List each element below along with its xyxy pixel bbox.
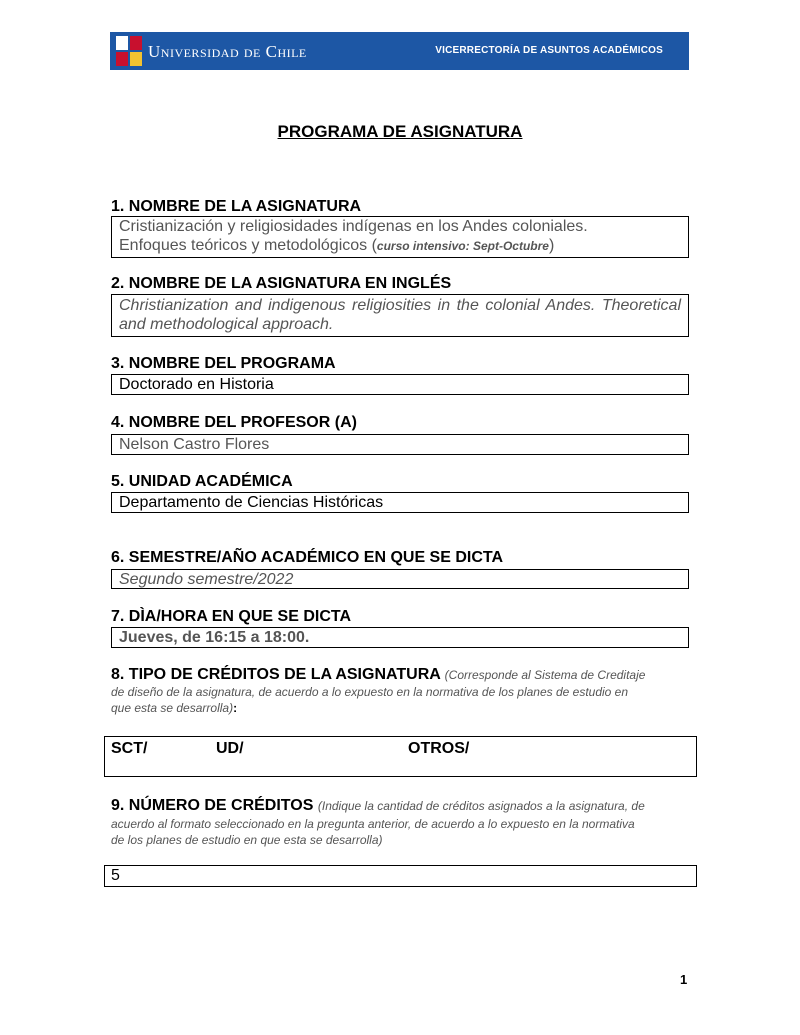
option-sct[interactable]: SCT/ (111, 740, 148, 757)
section-3-value: Doctorado en Historia (111, 374, 689, 395)
section-2-value: Christianization and indigenous religiosities in the colonial Andes. Theoretical and methodological approach. (111, 294, 689, 337)
section-7-title: 7. DÌA/HORA EN QUE SE DICTA (111, 608, 352, 625)
section-1-title: 1. NOMBRE DE LA ASIGNATURA (111, 198, 362, 215)
section-8-note-continued: de diseño de la asignatura, de acuerdo a lo expuesto en la normativa de los planes de estudio en que esta se desarrolla): (111, 685, 629, 715)
option-otros[interactable]: OTROS/ (408, 740, 470, 757)
section-1-line1: Cristianización y religiosidades indígenas en los Andes coloniales. (119, 218, 588, 235)
option-ud[interactable]: UD/ (216, 740, 244, 757)
section-6-title: 6. SEMESTRE/AÑO ACADÉMICO EN QUE SE DICTA (111, 549, 504, 566)
university-name: Universidad de Chile (148, 42, 307, 61)
section-9-value: 5 (104, 865, 697, 887)
section-2-title: 2. NOMBRE DE LA ASIGNATURA EN INGLÉS (111, 275, 452, 292)
section-9-title: 9. NÚMERO DE CRÉDITOS (Indique la cantidad de créditos asignados a la asignatura, de (111, 797, 645, 814)
header-banner (110, 32, 689, 70)
university-crest-icon (116, 36, 142, 66)
section-1-line2: Enfoques teóricos y metodológicos (curso intensivo: Sept-Octubre) (119, 237, 555, 254)
section-7-value: Jueves, de 16:15 a 18:00. (111, 627, 689, 648)
section-5-title: 5. UNIDAD ACADÉMICA (111, 473, 293, 490)
section-6-value: Segundo semestre/2022 (111, 569, 689, 589)
section-3-title: 3. NOMBRE DEL PROGRAMA (111, 355, 336, 372)
section-9-note: (Indique la cantidad de créditos asignados a la asignatura, de (317, 799, 645, 813)
page-number: 1 (680, 972, 688, 987)
document-title: PROGRAMA DE ASIGNATURA (277, 122, 523, 141)
section-9-note-continued: acuerdo al formato seleccionado en la pregunta anterior, de acuerdo a lo expuesto en la normativa de los planes de estudio en que esta se desarrolla) (111, 817, 635, 847)
section-4-value: Nelson Castro Flores (111, 434, 689, 455)
section-1-note: curso intensivo: Sept-Octubre (376, 239, 549, 253)
section-5-value: Departamento de Ciencias Históricas (111, 492, 689, 513)
credit-type-box (104, 736, 697, 777)
section-4-title: 4. NOMBRE DEL PROFESOR (A) (111, 414, 357, 431)
section-8-title: 8. TIPO DE CRÉDITOS DE LA ASIGNATURA (Corresponde al Sistema de Creditaje (111, 666, 646, 683)
section-1-value (111, 216, 689, 258)
section-8-note: (Corresponde al Sistema de Creditaje (444, 668, 646, 682)
office-name: VICERRECTORÍA DE ASUNTOS ACADÉMICOS (435, 45, 663, 56)
